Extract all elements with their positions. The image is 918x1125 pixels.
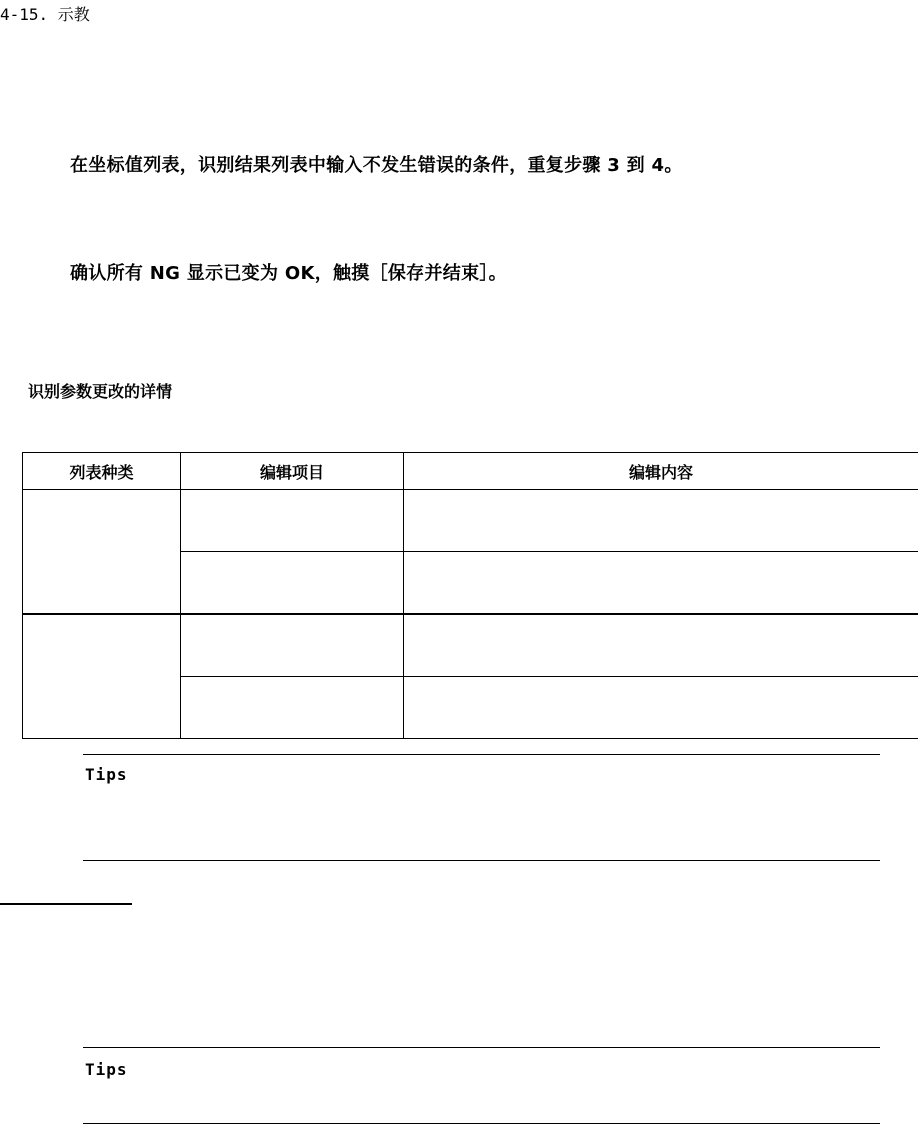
- header-edit-content: 编辑内容: [404, 453, 918, 490]
- list-type-cell: [23, 490, 181, 615]
- table-header-row: [23, 453, 918, 490]
- table-row: [23, 490, 918, 552]
- header-edit-item: 编辑项目: [181, 453, 404, 490]
- edit-item-cell: [181, 552, 404, 615]
- section-heading: 4-15. 示教: [0, 5, 90, 24]
- table-row: [23, 614, 918, 677]
- edit-content-cell: [404, 677, 918, 739]
- tips-label: Tips: [85, 1060, 128, 1079]
- tips-label: Tips: [85, 765, 128, 784]
- list-type-cell: [23, 614, 181, 739]
- edit-content-cell: [404, 552, 918, 615]
- tips-top-rule: [83, 1047, 880, 1048]
- edit-item-cell: [181, 490, 404, 552]
- header-list-type: 列表种类: [23, 453, 181, 490]
- subheading: 识别参数更改的详情: [28, 382, 173, 401]
- edit-content-cell: [404, 614, 918, 677]
- step-text-save: 确认所有 NG 显示已变为 OK，触摸［保存并结束］。: [70, 263, 507, 284]
- step-text-repeat: 在坐标值列表，识别结果列表中输入不发生错误的条件，重复步骤 3 到 4。: [70, 155, 683, 176]
- tips-top-rule: [83, 754, 880, 755]
- tips-bottom-rule: [83, 1123, 880, 1124]
- recognition-params-table: [22, 452, 918, 739]
- edit-item-cell: [181, 614, 404, 677]
- tips-bottom-rule: [83, 860, 880, 861]
- edit-content-cell: [404, 490, 918, 552]
- section-divider: [0, 903, 132, 905]
- edit-item-cell: [181, 677, 404, 739]
